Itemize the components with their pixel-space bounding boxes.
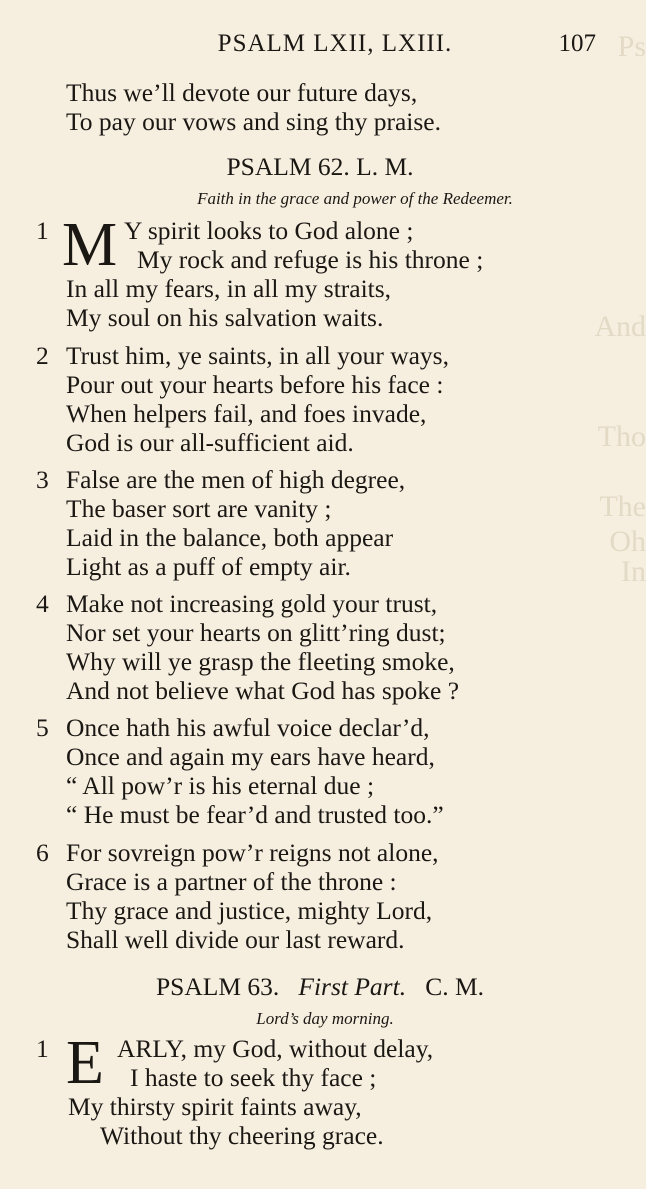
verse-line: Laid in the balance, both appear [66, 523, 394, 552]
psalm-63-subtitle: Lord’s day morning. [256, 1009, 394, 1028]
carryover-line: To pay our vows and sing thy praise. [66, 107, 441, 136]
psalm-63-title-meter: C. M. [425, 972, 485, 1001]
verse-line: My soul on his salvation waits. [66, 303, 384, 332]
bleed-through-text: And [594, 310, 646, 343]
verse-line: My thirsty spirit faints away, [68, 1092, 362, 1121]
verse-line: False are the men of high degree, [66, 465, 406, 494]
verse-line: The baser sort are vanity ; [66, 494, 332, 523]
verse-line: Once hath his awful voice declar’d, [66, 713, 430, 742]
verse-line: And not believe what God has spoke ? [66, 676, 460, 705]
bleed-through-text: The [599, 490, 646, 523]
verse-line: “ He must be fear’d and trusted too.” [66, 800, 444, 829]
verse-line: God is our all-sufficient aid. [66, 428, 354, 457]
drop-cap: E [66, 1029, 104, 1097]
verse-line: ARLY, my God, without delay, [117, 1034, 434, 1063]
verse-line: Once and again my ears have heard, [66, 742, 435, 771]
verse-line: Light as a puff of empty air. [66, 552, 351, 581]
verse-line: Trust him, ye saints, in all your ways, [66, 341, 449, 370]
verse-line: Pour out your hearts before his face : [66, 370, 444, 399]
verse-line: Shall well divide our last reward. [66, 925, 405, 954]
psalm-63-title [0, 972, 640, 1002]
verse-line: When helpers fail, and foes invade, [66, 399, 427, 428]
verse-number: 4 [36, 589, 49, 618]
verse-number: 1 [36, 216, 49, 245]
verse-number: 3 [36, 465, 49, 494]
verse-number: 6 [36, 838, 49, 867]
bleed-through-text: In [621, 555, 646, 588]
verse-line: Make not increasing gold your trust, [66, 589, 438, 618]
bleed-through-text: Tho [597, 420, 646, 453]
verse-line: Nor set your hearts on glitt’ring dust; [66, 618, 446, 647]
verse-number: 5 [36, 713, 49, 742]
verse-line: Grace is a partner of the throne : [66, 867, 397, 896]
verse-line: Thy grace and justice, mighty Lord, [66, 896, 433, 925]
verse-line: “ All pow’r is his eternal due ; [66, 771, 375, 800]
verse-line: I haste to seek thy face ; [130, 1063, 377, 1092]
psalm-62-title: PSALM 62. L. M. [226, 152, 414, 181]
page-number: 107 [558, 30, 596, 57]
verse-line: My rock and refuge is his throne ; [137, 245, 484, 274]
psalm-63-title-number: PSALM 63. [155, 972, 280, 1001]
bleed-through-text: Ps [617, 30, 646, 63]
bleed-through-text: Oh [609, 525, 646, 558]
verse-line: Y spirit looks to God alone ; [124, 216, 414, 245]
verse-line: For sovreign pow’r reigns not alone, [66, 838, 439, 867]
verse-line: Without thy cheering grace. [100, 1121, 384, 1150]
psalm-63-title-part: First Part. [298, 972, 407, 1001]
running-header: PSALM LXII, LXIII. [217, 30, 453, 57]
psalm-62-subtitle: Faith in the grace and power of the Redeemer. [197, 189, 513, 208]
carryover-line: Thus we’ll devote our future days, [66, 78, 418, 107]
verse-line: Why will ye grasp the fleeting smoke, [66, 647, 455, 676]
drop-cap: M [62, 211, 118, 279]
verse-number: 1 [36, 1034, 49, 1063]
verse-line: In all my fears, in all my straits, [66, 274, 392, 303]
verse-number: 2 [36, 341, 49, 370]
